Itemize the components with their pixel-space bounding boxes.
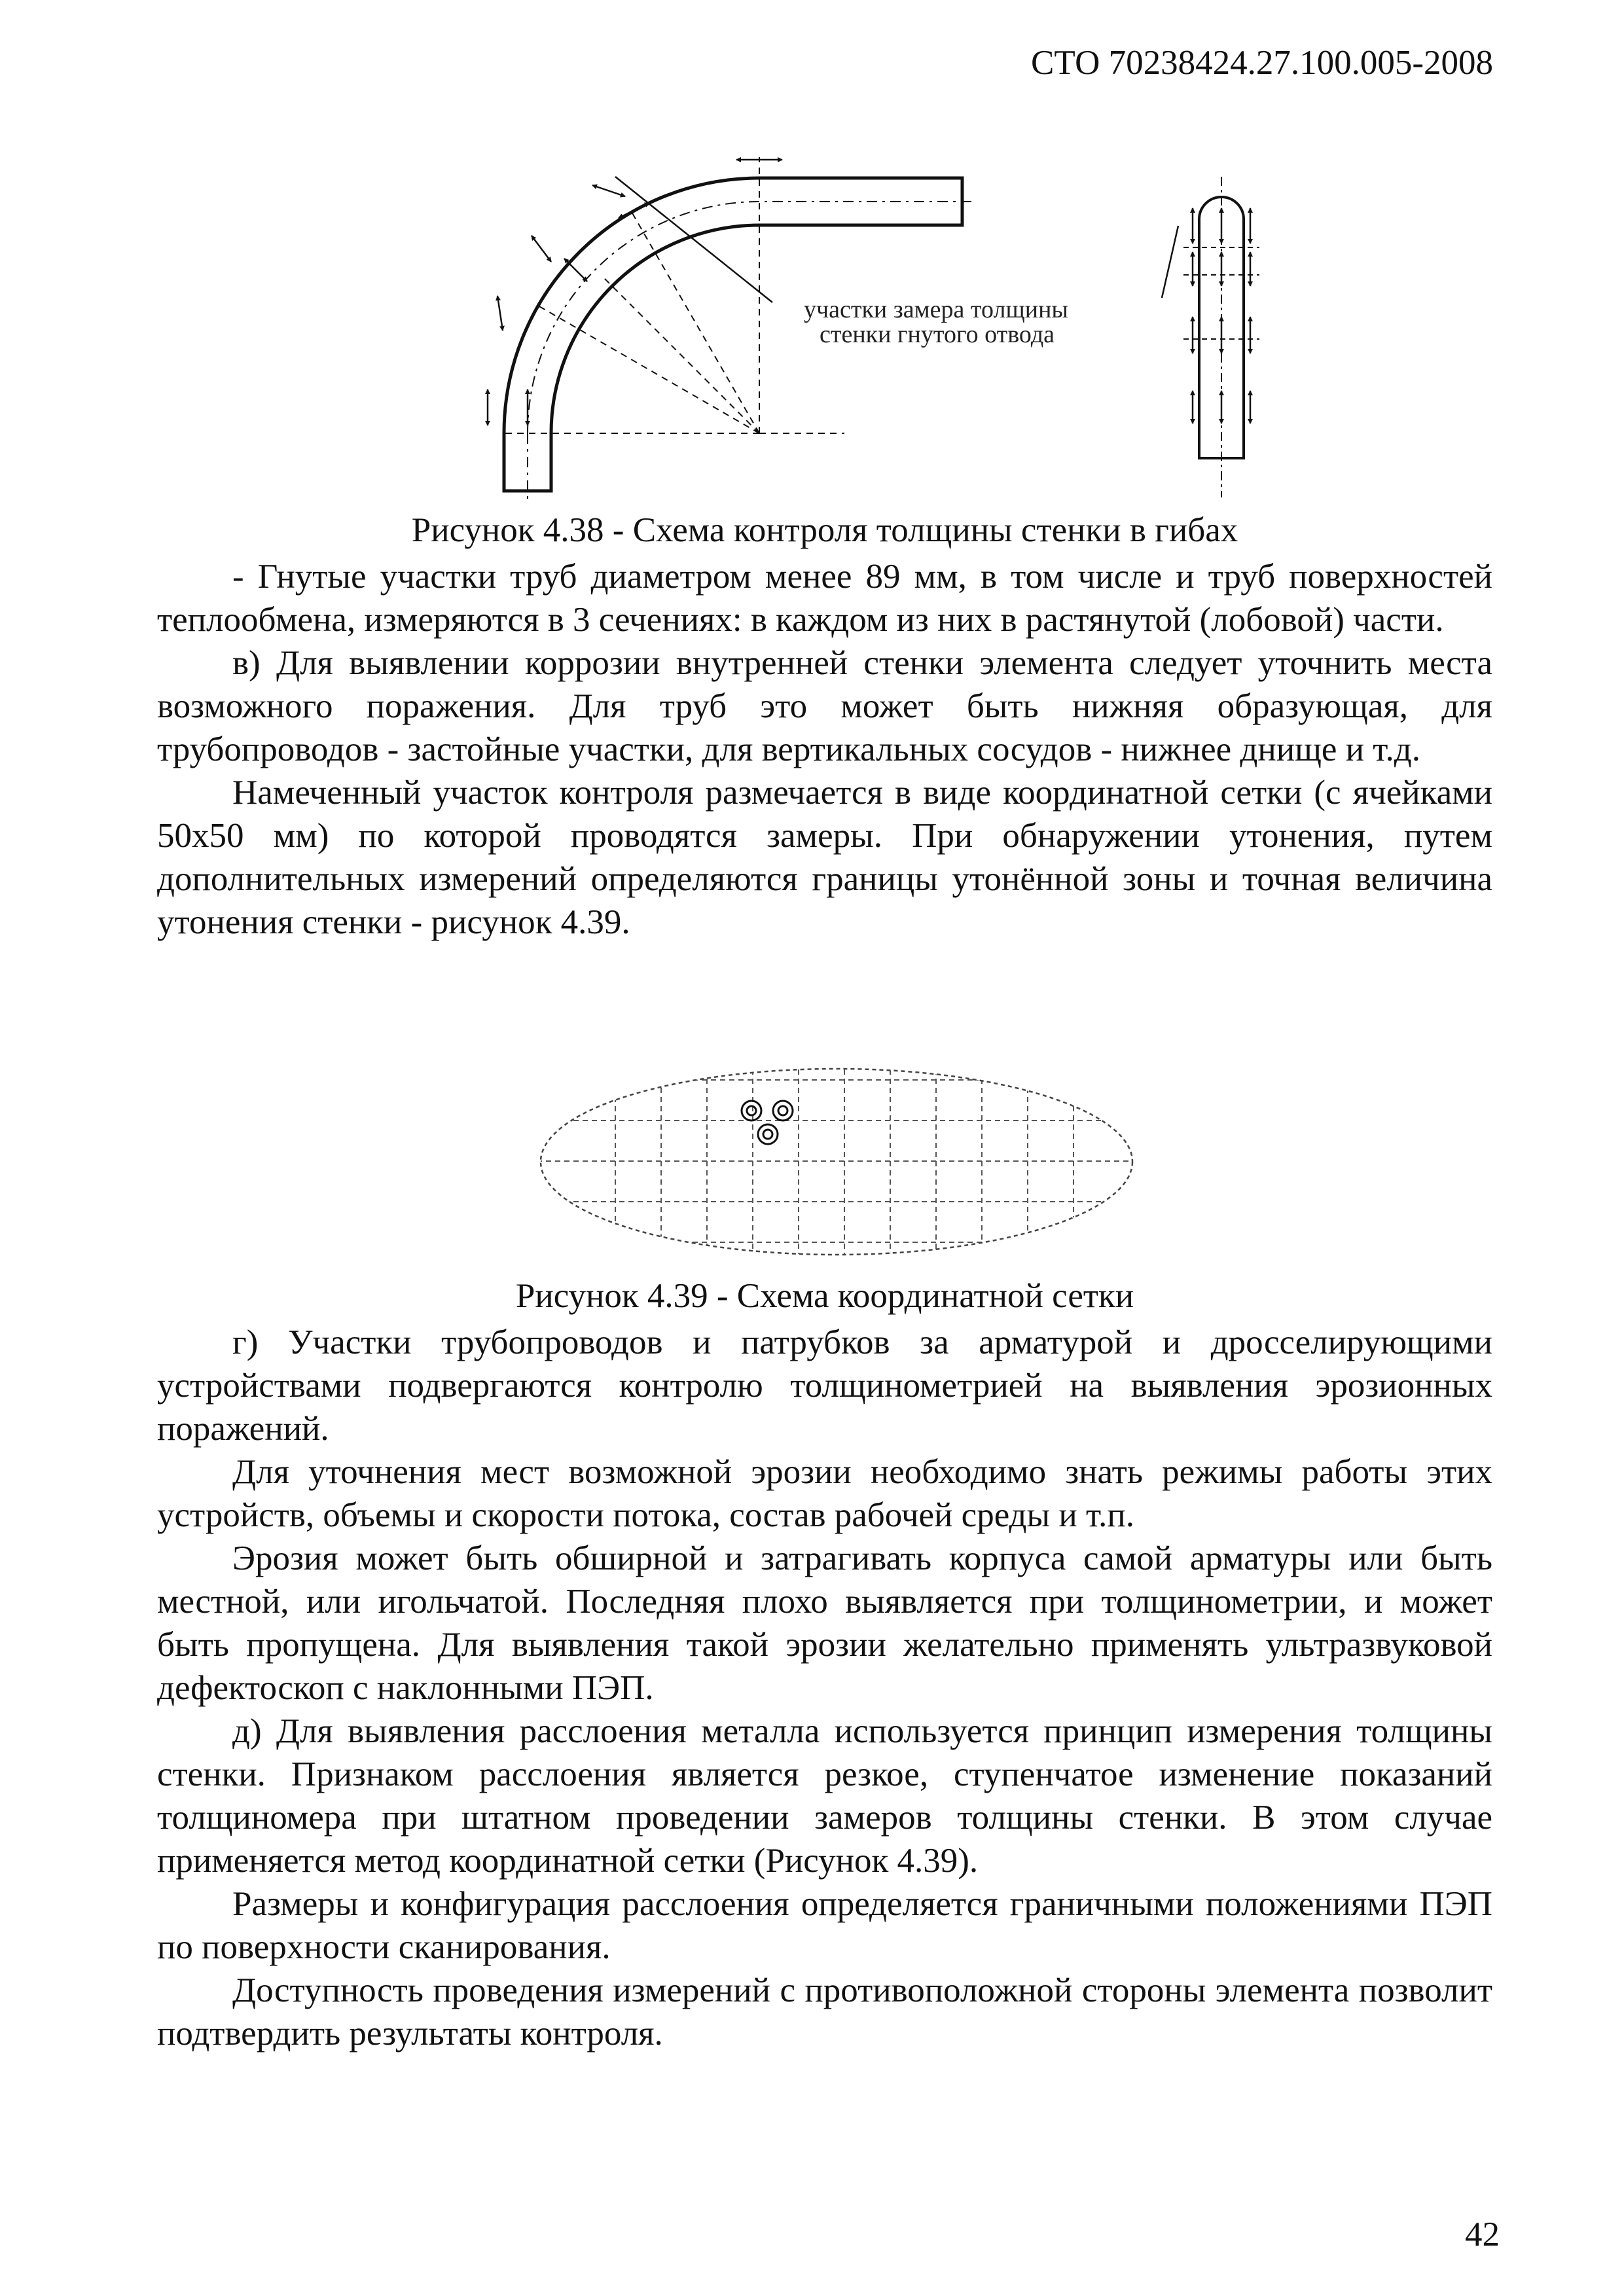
annotation-line-1: участки замера толщины — [804, 296, 1068, 323]
defect-marks — [742, 1101, 793, 1144]
paragraph: д) Для выявления расслоения металла используется принцип измерения толщины стенки. Признаком расслоения является резкое, ступенчатое изменение показаний толщиномера при штатном проведении замеров толщины стенки. В этом случае применяется метод координатной сетки (Рисунок 4.39). — [157, 1712, 1492, 1880]
figure-4-38-bend-diagram — [432, 137, 1283, 511]
annotation-line-2: стенки гнутого отвода — [820, 321, 1055, 348]
figure-4-39-coordinate-grid — [537, 1054, 1139, 1270]
paragraph: Размеры и конфигурация расслоения определяется граничными положениями ПЭП по поверхности сканирования. — [157, 1885, 1492, 1966]
text-block-2 — [157, 1321, 1492, 2055]
pipe-section-drawing — [1162, 177, 1259, 497]
figure-4-38-caption: Рисунок 4.38 - Схема контроля толщины стенки в гибах — [411, 511, 1238, 549]
paragraph: Для уточнения мест возможной эрозии необходимо знать режимы работы этих устройств, объемы и скорости потока, состав рабочей среды и т.п. — [157, 1453, 1492, 1534]
paragraph: Эрозия может быть обширной и затрагивать корпуса самой арматуры или быть местной, или игольчатой. Последняя плохо выявляется при толщинометрии, и может быть пропущена. Для выявления такой эрозии желательно применять ультразвуковой дефектоскоп с наклонными ПЭП. — [157, 1539, 1492, 1707]
paragraph: Намеченный участок контроля размечается в виде координатной сетки (с ячейками 50х50 мм) по которой проводятся замеры. При обнаружении утонения, путем дополнительных измерений определяются границы утонённой зоны и точная величина утонения стенки - рисунок 4.39. — [157, 774, 1492, 941]
paragraph: в) Для выявлении коррозии внутренней стенки элемента следует уточнить места возможного поражения. Для труб это может быть нижняя образующая, для трубопроводов - застойные участки, для вертикальных сосудов - нижнее днище и т.д. — [157, 644, 1492, 768]
paragraph: г) Участки трубопроводов и патрубков за арматурой и дросселирующими устройствами подвергаются контролю толщинометрией на выявления эрозионных поражений. — [157, 1323, 1492, 1448]
text-block-1 — [157, 555, 1492, 944]
page-number: 42 — [1465, 2215, 1500, 2253]
figure-4-39-caption: Рисунок 4.39 - Схема координатной сетки — [515, 1277, 1134, 1315]
document-code: СТО 70238424.27.100.005-2008 — [1031, 44, 1493, 82]
grid-lines — [537, 1060, 1139, 1263]
paragraph: - Гнутые участки труб диаметром менее 89 мм, в том числе и труб поверхностей теплообмена, измеряются в 3 сечениях: в каждом из них в растянутой (лобовой) части. — [157, 558, 1492, 639]
paragraph: Доступность проведения измерений с противоположной стороны элемента позволит подтвердить результаты контроля. — [157, 1971, 1492, 2053]
